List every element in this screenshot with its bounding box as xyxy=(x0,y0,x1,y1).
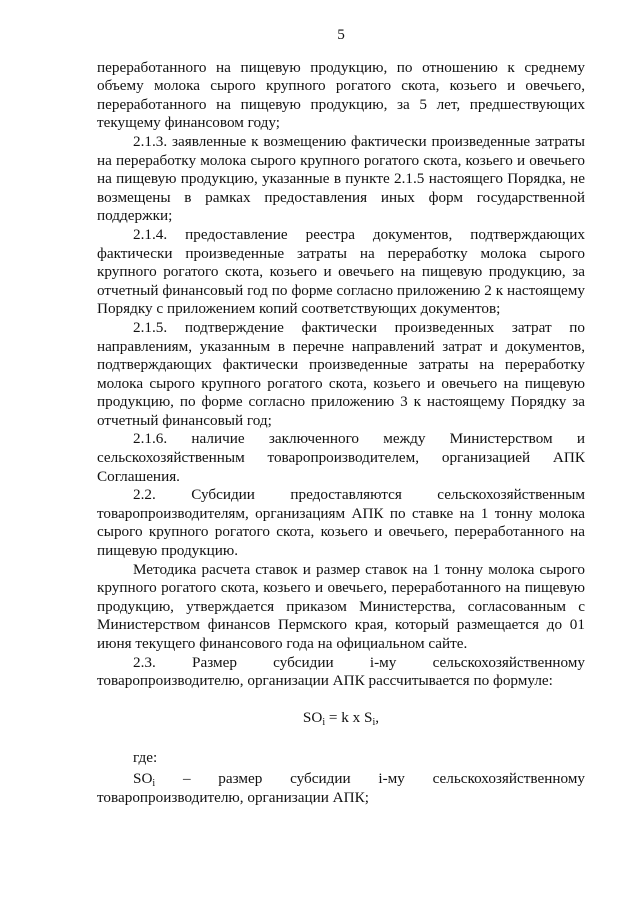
definition-symbol-subscript: i xyxy=(152,777,156,789)
definition-symbol: SO xyxy=(133,769,153,787)
formula-lhs: SO xyxy=(302,708,323,726)
paragraph-continuation: переработанного на пищевую продукцию, по отношению к среднему объему молока сырого крупного рогатого скота, козьего и овечьего, переработанного на пищевую продукцию, за 5 лет, предшествующих текущему финансовом году; xyxy=(97,58,585,132)
paragraph-2-1-5: 2.1.5. подтверждение фактически произведенных затрат по направлениям, указанным в перечне направлений затрат и документов, подтверждающих фактически произведенные затраты на переработку молока сырого крупного рогатого скота, козьего и овечьего на пищевую продукцию, по форме согласно приложению 3 к настоящему Порядку за отчетный финансовый год; xyxy=(97,318,585,429)
definition-so xyxy=(97,770,585,807)
paragraph-2-3: 2.3. Размер субсидии i-му сельскохозяйственному товаропроизводителю, организации АПК рассчитывается по формуле: xyxy=(97,653,585,690)
formula-middle: = k x S xyxy=(325,708,373,726)
paragraph-2-1-6: 2.1.6. наличие заключенного между Министерством и сельскохозяйственным товаропроизводителем, организацией АПК Соглашения. xyxy=(97,430,585,485)
formula-lhs-subscript: i xyxy=(322,716,326,728)
page-number: 5 xyxy=(337,26,345,43)
paragraph-2-2: 2.2. Субсидии предоставляются сельскохозяйственным товаропроизводителям, организациям АПК по ставке на 1 тонну молока сырого крупного рогатого скота, козьего и овечьего, переработанного на пищевую продукцию. xyxy=(97,486,585,560)
formula xyxy=(97,709,585,728)
where-label: где: xyxy=(133,749,158,767)
paragraph-2-1-4: 2.1.4. предоставление реестра документов, подтверждающих фактически произведенные затраты на переработку молока сырого крупного рогатого скота, козьего и овечьего на пищевую продукцию, за отчетный финансовый год по форме согласно приложению 2 к настоящему Порядку с приложением копий соответствующих документов; xyxy=(97,225,585,318)
formula-tail: , xyxy=(375,708,380,726)
paragraph-2-1-3: 2.1.3. заявленные к возмещению фактически произведенные затраты на переработку молока сырого крупного рогатого скота, козьего и овечьего на пищевую продукцию, указанные в пункте 2.1.5 настоящего Порядка, не возмещены в рамках предоставления иных форм государственной поддержки; xyxy=(97,132,585,225)
definition-text: – размер субсидии i-му сельскохозяйственному товаропроизводителю, организации АПК; xyxy=(97,769,585,806)
paragraph-methodology: Методика расчета ставок и размер ставок на 1 тонну молока сырого крупного рогатого скота, козьего и овечьего, переработанного на пищевую продукцию, утверждается приказом Министерства, согласованным с Министерством финансов Пермского края, который размещается до 01 июня текущего финансового года на официальном сайте. xyxy=(97,560,585,652)
formula-rhs-subscript: i xyxy=(372,716,376,728)
